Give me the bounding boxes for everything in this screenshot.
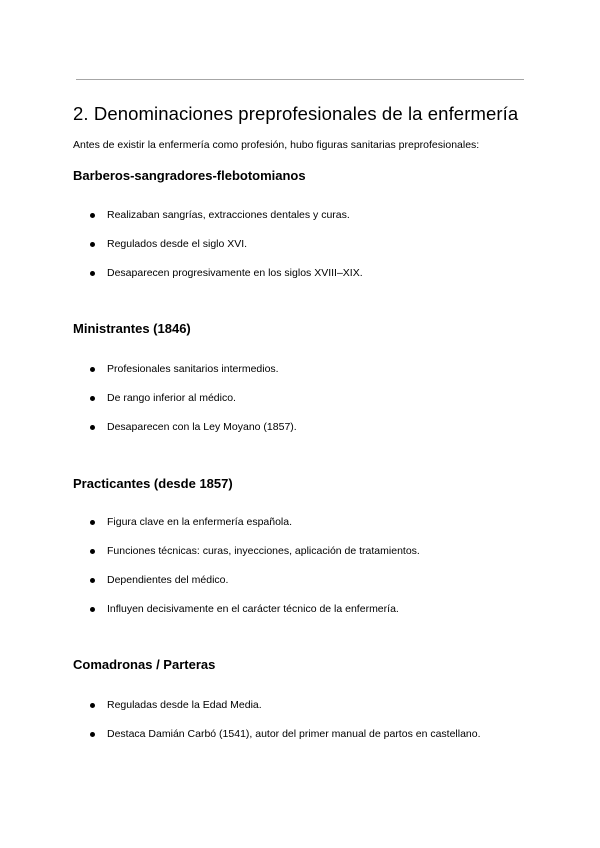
intro-paragraph: Antes de existir la enfermería como profesión, hubo figuras sanitarias preprofesionales: bbox=[73, 139, 480, 151]
bullet-icon bbox=[90, 549, 95, 554]
list-item-text: Desaparecen progresivamente en los siglos XVIII–XIX. bbox=[107, 267, 363, 279]
bullet-icon bbox=[90, 242, 95, 247]
list-item-text: Realizaban sangrías, extracciones dentales y curas. bbox=[107, 209, 350, 221]
bullet-icon bbox=[90, 271, 95, 276]
heading-ministrantes: Ministrantes (1846) bbox=[73, 321, 191, 336]
list-item bbox=[90, 421, 297, 433]
list-item bbox=[90, 238, 247, 250]
list-item-text: Influyen decisivamente en el carácter técnico de la enfermería. bbox=[107, 603, 399, 615]
list-item-text: Figura clave en la enfermería española. bbox=[107, 516, 293, 528]
top-divider bbox=[76, 79, 524, 80]
bullet-icon bbox=[90, 396, 95, 401]
list-item bbox=[90, 728, 481, 740]
list-item-text: De rango inferior al médico. bbox=[107, 392, 236, 404]
section-title: 2. Denominaciones preprofesionales de la enfermería bbox=[73, 103, 519, 124]
bullet-icon bbox=[90, 703, 95, 708]
list-item bbox=[90, 267, 363, 279]
heading-practicantes: Practicantes (desde 1857) bbox=[73, 476, 233, 491]
heading-comadronas: Comadronas / Parteras bbox=[73, 657, 216, 672]
list-item-text: Destaca Damián Carbó (1541), autor del primer manual de partos en castellano. bbox=[107, 728, 481, 740]
list-item-text: Desaparecen con la Ley Moyano (1857). bbox=[107, 421, 297, 433]
bullet-icon bbox=[90, 213, 95, 218]
list-item bbox=[90, 545, 420, 557]
bullet-icon bbox=[90, 520, 95, 525]
list-item-text: Reguladas desde la Edad Media. bbox=[107, 699, 262, 711]
bullet-icon bbox=[90, 367, 95, 372]
list-item bbox=[90, 699, 262, 711]
list-item bbox=[90, 363, 279, 375]
list-item bbox=[90, 392, 236, 404]
bullet-icon bbox=[90, 578, 95, 583]
list-item-text: Regulados desde el siglo XVI. bbox=[107, 238, 248, 250]
list-item bbox=[90, 574, 228, 586]
list-item-text: Profesionales sanitarios intermedios. bbox=[107, 363, 279, 375]
list-item bbox=[90, 209, 350, 221]
bullet-icon bbox=[90, 607, 95, 612]
bullet-icon bbox=[90, 732, 95, 737]
list-item-text: Dependientes del médico. bbox=[107, 574, 229, 586]
heading-barberos: Barberos-sangradores-flebotomianos bbox=[73, 168, 306, 183]
list-item bbox=[90, 516, 292, 528]
bullet-icon bbox=[90, 425, 95, 430]
list-item-text: Funciones técnicas: curas, inyecciones, aplicación de tratamientos. bbox=[107, 545, 420, 557]
list-item bbox=[90, 603, 399, 615]
